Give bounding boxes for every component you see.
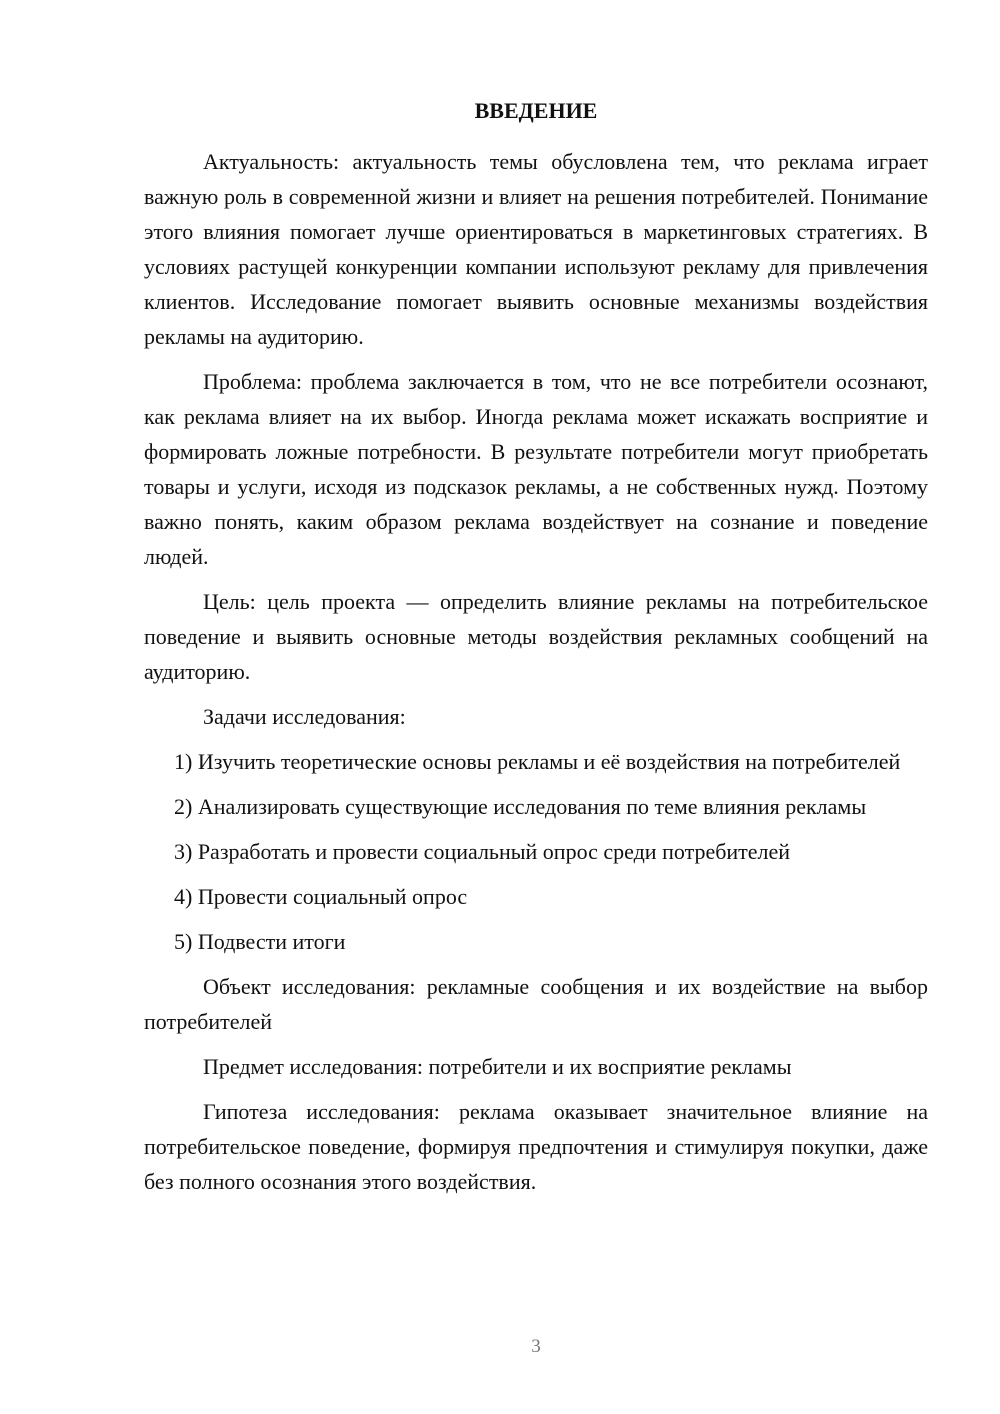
relevance-paragraph: Актуальность: актуальность темы обусловлена тем, что реклама играет важную роль в современной жизни и влияет на решения потребителей. Понимание этого влияния помогает лучше ориентироваться в маркетинговых стратегиях. В условиях растущей конкуренции компании используют рекламу для привлечения клиентов. Исследование помогает выявить основные механизмы воздействия рекламы на аудиторию. [144, 149, 928, 349]
hypothesis-paragraph: Гипотеза исследования: реклама оказывает значительное влияние на потребительское поведение, формируя предпочтения и стимулируя покупки, даже без полного осознания этого воздействия. [144, 1099, 928, 1194]
document-page [144, 0, 928, 1414]
section-title: ВВЕДЕНИЕ [474, 98, 598, 123]
page-number: 3 [531, 1336, 541, 1357]
problem-paragraph: Проблема: проблема заключается в том, что не все потребители осознают, как реклама влияет на их выбор. Иногда реклама может искажать восприятие и формировать ложные потребности. В результате потребители могут приобретать товары и услуги, исходя из подсказок рекламы, а не собственных нужд. Поэтому важно понять, каким образом реклама воздействует на сознание и поведение людей. [144, 369, 928, 569]
research-subject-paragraph: Предмет исследования: потребители и их восприятие рекламы [203, 1054, 792, 1079]
task-item-2: 2) Анализировать существующие исследования по теме влияния рекламы [174, 794, 867, 819]
body-text [144, 144, 928, 1209]
tasks-heading: Задачи исследования: [203, 704, 406, 729]
task-item-3: 3) Разработать и провести социальный опрос среди потребителей [174, 839, 791, 864]
research-object-paragraph: Объект исследования: рекламные сообщения и их воздействие на выбор потребителей [144, 974, 928, 1034]
goal-paragraph: Цель: цель проекта — определить влияние рекламы на потребительское поведение и выявить основные методы воздействия рекламных сообщений на аудиторию. [144, 589, 928, 684]
task-item-1: 1) Изучить теоретические основы рекламы и её воздействия на потребителей [174, 749, 901, 774]
task-item-4: 4) Провести социальный опрос [174, 884, 468, 909]
task-item-5: 5) Подвести итоги [174, 929, 346, 954]
